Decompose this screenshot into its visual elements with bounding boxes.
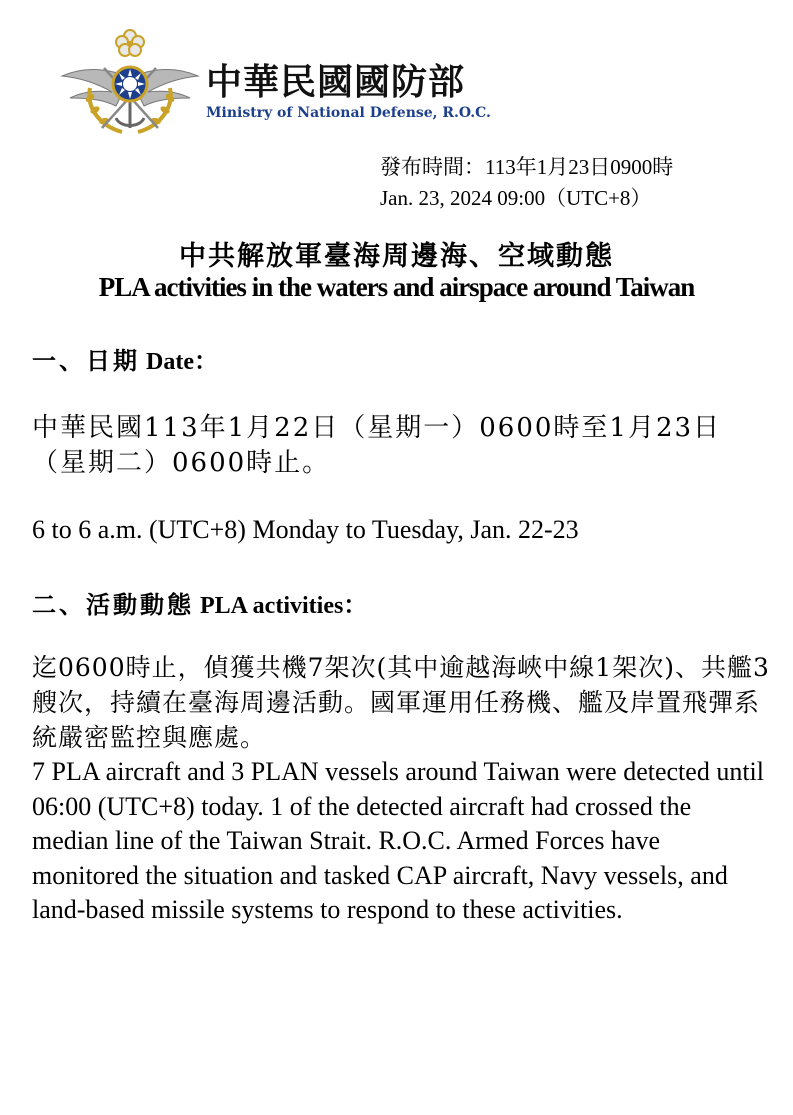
section-heading-activities-en: PLA activities：: [200, 593, 368, 619]
ministry-emblem-icon: [60, 28, 200, 140]
release-time-zh: 發布時間：113年1月23日0900時: [380, 155, 674, 179]
section-heading-activities: [32, 585, 367, 620]
release-time-en: Jan. 23, 2024 09:00（UTC+8）: [380, 186, 652, 210]
org-name-zh: 中華民國國防部: [206, 61, 466, 103]
section-heading-date-en: Date：: [146, 349, 218, 375]
document-title-en: PLA activities in the waters and airspace around Taiwan: [98, 272, 695, 302]
org-name-en: Ministry of National Defense, R.O.C.: [206, 105, 491, 121]
document-title-zh: 中共解放軍臺海周邊海、空域動態: [179, 241, 614, 272]
date-body-zh: 中華民國113年1月22日（星期一）0600時至1月23日（星期二）0600時止。: [32, 413, 722, 478]
section-heading-date: [32, 341, 218, 376]
letterhead: [60, 28, 520, 140]
activities-body-zh: 迄0600時止，偵獲共機7架次(其中逾越海峽中線1架次)、共艦3艘次，持續在臺海周邊活動。國軍運用任務機、艦及岸置飛彈系統嚴密監控與應處。: [32, 653, 770, 752]
release-info: [380, 152, 673, 214]
activities-body-en: 7 PLA aircraft and 3 PLAN vessels around Taiwan were detected until 06:00 (UTC+8) today. 1 of the detected aircraft had crossed the median line of the Taiwan Strait. R.O.C. Armed Forces have monitored the situation and tasked CAP aircraft, Navy vessels, and land-based missile systems to respond to these activities.: [32, 757, 764, 924]
date-body-en: 6 to 6 a.m. (UTC+8) Monday to Tuesday, Jan. 22-23: [32, 515, 579, 544]
section-heading-activities-zh: 二、活動動態: [32, 590, 194, 619]
section-heading-date-zh: 一、日期: [32, 346, 140, 375]
